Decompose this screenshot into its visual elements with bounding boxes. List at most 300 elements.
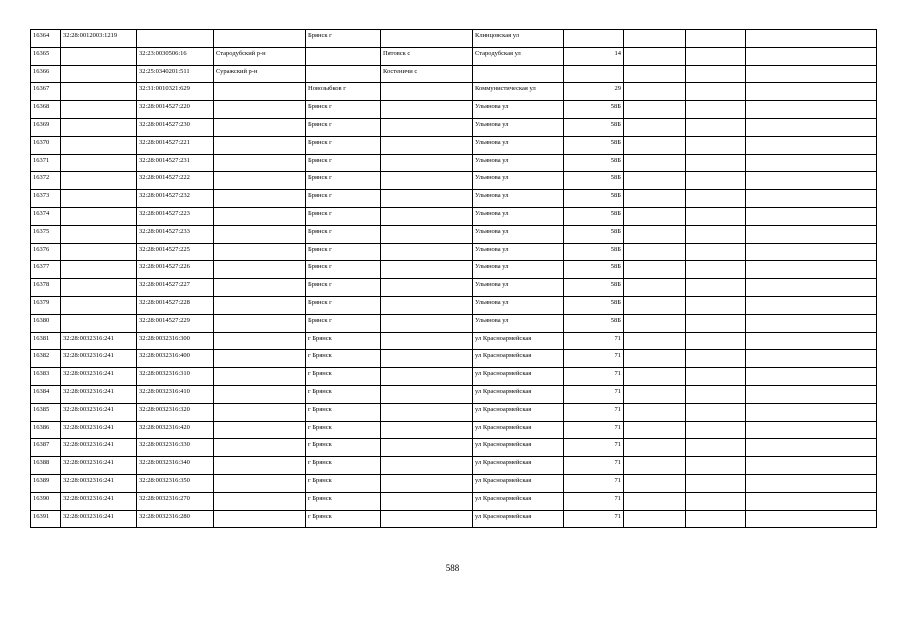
cell-house-number: 58Б xyxy=(564,154,624,172)
cell-settlement xyxy=(381,350,473,368)
cell-street: Ульянова ул xyxy=(473,314,564,332)
cell-city xyxy=(306,65,381,83)
cell-house-number: 71 xyxy=(564,457,624,475)
cell-extra-col-3 xyxy=(746,261,877,279)
cell-city: Брянск г xyxy=(306,207,381,225)
cell-extra-col-3 xyxy=(746,225,877,243)
table-row xyxy=(31,368,877,386)
cell-extra-col-2 xyxy=(686,101,746,119)
cell-district xyxy=(214,457,306,475)
cell-extra-col-1 xyxy=(624,314,686,332)
cell-parent-cadastral-number xyxy=(61,296,137,314)
cell-parent-cadastral-number xyxy=(61,65,137,83)
cell-house-number: 58Б xyxy=(564,225,624,243)
cell-city: г Брянск xyxy=(306,421,381,439)
cell-street: Ульянова ул xyxy=(473,261,564,279)
cell-row-number: 16377 xyxy=(31,261,61,279)
cell-city xyxy=(306,47,381,65)
cell-extra-col-3 xyxy=(746,172,877,190)
cell-extra-col-3 xyxy=(746,279,877,297)
cell-street: Ульянова ул xyxy=(473,296,564,314)
table-row xyxy=(31,243,877,261)
cell-district xyxy=(214,154,306,172)
cell-settlement xyxy=(381,492,473,510)
cell-cadastral-number: 32:28:0032316:350 xyxy=(137,474,214,492)
cell-house-number: 71 xyxy=(564,332,624,350)
cell-city: Брянск г xyxy=(306,314,381,332)
cell-cadastral-number xyxy=(137,30,214,48)
cell-street: Ульянова ул xyxy=(473,118,564,136)
cell-row-number: 16380 xyxy=(31,314,61,332)
cell-extra-col-2 xyxy=(686,474,746,492)
cell-parent-cadastral-number: 32:28:0032316:241 xyxy=(61,332,137,350)
cell-street: Ульянова ул xyxy=(473,136,564,154)
cell-parent-cadastral-number xyxy=(61,207,137,225)
cell-house-number: 71 xyxy=(564,350,624,368)
cell-district xyxy=(214,492,306,510)
cell-extra-col-1 xyxy=(624,474,686,492)
cell-extra-col-1 xyxy=(624,190,686,208)
cell-extra-col-3 xyxy=(746,385,877,403)
cell-cadastral-number: 32:28:0032316:310 xyxy=(137,368,214,386)
cell-city: Брянск г xyxy=(306,243,381,261)
cell-extra-col-2 xyxy=(686,368,746,386)
cell-extra-col-1 xyxy=(624,332,686,350)
cell-street: Ульянова ул xyxy=(473,190,564,208)
cell-extra-col-3 xyxy=(746,243,877,261)
cell-extra-col-1 xyxy=(624,207,686,225)
cell-street: Коммунистическая ул xyxy=(473,83,564,101)
cell-street: Стародубская ул xyxy=(473,47,564,65)
cell-settlement: Пятовск с xyxy=(381,47,473,65)
table-row xyxy=(31,30,877,48)
cell-extra-col-1 xyxy=(624,243,686,261)
cell-extra-col-3 xyxy=(746,296,877,314)
cell-extra-col-1 xyxy=(624,279,686,297)
table-row xyxy=(31,474,877,492)
cell-city: Брянск г xyxy=(306,296,381,314)
cell-extra-col-2 xyxy=(686,172,746,190)
cell-city: Новозыбков г xyxy=(306,83,381,101)
cell-house-number: 58Б xyxy=(564,207,624,225)
cell-cadastral-number: 32:28:0032316:340 xyxy=(137,457,214,475)
cell-street: Ульянова ул xyxy=(473,243,564,261)
cell-street: ул Красноармейская xyxy=(473,350,564,368)
cell-settlement xyxy=(381,261,473,279)
cell-street: Ульянова ул xyxy=(473,225,564,243)
cell-district xyxy=(214,190,306,208)
cell-parent-cadastral-number: 32:28:0032316:241 xyxy=(61,439,137,457)
cell-district xyxy=(214,439,306,457)
cell-district xyxy=(214,421,306,439)
cell-house-number: 58Б xyxy=(564,243,624,261)
cell-parent-cadastral-number xyxy=(61,243,137,261)
table-row xyxy=(31,332,877,350)
cell-extra-col-2 xyxy=(686,350,746,368)
cell-district xyxy=(214,225,306,243)
cell-extra-col-1 xyxy=(624,296,686,314)
cell-parent-cadastral-number xyxy=(61,190,137,208)
cell-city: Брянск г xyxy=(306,261,381,279)
cell-extra-col-1 xyxy=(624,101,686,119)
cell-street: ул Красноармейская xyxy=(473,421,564,439)
cell-settlement xyxy=(381,385,473,403)
cell-row-number: 16390 xyxy=(31,492,61,510)
cell-settlement xyxy=(381,314,473,332)
cell-city: Брянск г xyxy=(306,154,381,172)
cell-row-number: 16388 xyxy=(31,457,61,475)
cell-house-number: 58Б xyxy=(564,279,624,297)
cell-cadastral-number: 32:28:0014527:230 xyxy=(137,118,214,136)
cell-extra-col-1 xyxy=(624,30,686,48)
cell-settlement: Костеничи с xyxy=(381,65,473,83)
cell-street: ул Красноармейская xyxy=(473,492,564,510)
cell-extra-col-3 xyxy=(746,439,877,457)
cell-house-number: 58Б xyxy=(564,118,624,136)
table-row xyxy=(31,225,877,243)
cell-district xyxy=(214,261,306,279)
cell-extra-col-1 xyxy=(624,385,686,403)
cell-parent-cadastral-number: 32:28:0032316:241 xyxy=(61,421,137,439)
cell-extra-col-1 xyxy=(624,492,686,510)
cell-settlement xyxy=(381,172,473,190)
cell-house-number: 58Б xyxy=(564,296,624,314)
cell-extra-col-3 xyxy=(746,30,877,48)
cell-row-number: 16364 xyxy=(31,30,61,48)
cell-district xyxy=(214,172,306,190)
cell-settlement xyxy=(381,101,473,119)
cell-street: Ульянова ул xyxy=(473,154,564,172)
table-row xyxy=(31,47,877,65)
cell-cadastral-number: 32:28:0014527:227 xyxy=(137,279,214,297)
cell-district xyxy=(214,350,306,368)
cell-extra-col-2 xyxy=(686,118,746,136)
cell-parent-cadastral-number xyxy=(61,136,137,154)
table-row xyxy=(31,101,877,119)
cell-district xyxy=(214,279,306,297)
cell-street: ул Красноармейская xyxy=(473,368,564,386)
cell-extra-col-2 xyxy=(686,136,746,154)
cell-extra-col-2 xyxy=(686,421,746,439)
cell-parent-cadastral-number: 32:28:0032316:241 xyxy=(61,350,137,368)
cell-extra-col-3 xyxy=(746,510,877,528)
cell-district xyxy=(214,118,306,136)
cell-settlement xyxy=(381,118,473,136)
cell-house-number: 71 xyxy=(564,403,624,421)
table-row xyxy=(31,172,877,190)
cell-row-number: 16368 xyxy=(31,101,61,119)
cell-street xyxy=(473,65,564,83)
cell-street: ул Красноармейская xyxy=(473,474,564,492)
cell-house-number: 58Б xyxy=(564,261,624,279)
table-row xyxy=(31,190,877,208)
cell-extra-col-3 xyxy=(746,332,877,350)
cell-city: Брянск г xyxy=(306,30,381,48)
cell-extra-col-2 xyxy=(686,261,746,279)
cell-city: г Брянск xyxy=(306,403,381,421)
cell-parent-cadastral-number xyxy=(61,118,137,136)
cell-extra-col-1 xyxy=(624,510,686,528)
cell-cadastral-number: 32:28:0014527:229 xyxy=(137,314,214,332)
table-row xyxy=(31,421,877,439)
cell-extra-col-1 xyxy=(624,83,686,101)
cell-parent-cadastral-number xyxy=(61,314,137,332)
cell-extra-col-3 xyxy=(746,368,877,386)
cell-cadastral-number: 32:28:0032316:410 xyxy=(137,385,214,403)
cell-settlement xyxy=(381,30,473,48)
cell-extra-col-1 xyxy=(624,403,686,421)
cell-parent-cadastral-number xyxy=(61,83,137,101)
cell-cadastral-number: 32:28:0014527:233 xyxy=(137,225,214,243)
cell-settlement xyxy=(381,279,473,297)
cell-settlement xyxy=(381,474,473,492)
cell-street: Ульянова ул xyxy=(473,279,564,297)
cell-city: Брянск г xyxy=(306,190,381,208)
cell-city: г Брянск xyxy=(306,457,381,475)
cell-extra-col-1 xyxy=(624,154,686,172)
cell-row-number: 16373 xyxy=(31,190,61,208)
cell-cadastral-number: 32:23:0030506:16 xyxy=(137,47,214,65)
cell-cadastral-number: 32:28:0032316:280 xyxy=(137,510,214,528)
cell-extra-col-2 xyxy=(686,225,746,243)
cell-extra-col-1 xyxy=(624,350,686,368)
cell-city: Брянск г xyxy=(306,136,381,154)
cell-settlement xyxy=(381,136,473,154)
table-row xyxy=(31,118,877,136)
cell-parent-cadastral-number: 32:28:0012003:1219 xyxy=(61,30,137,48)
cell-district xyxy=(214,243,306,261)
cell-parent-cadastral-number: 32:28:0032316:241 xyxy=(61,385,137,403)
cell-row-number: 16383 xyxy=(31,368,61,386)
cell-row-number: 16378 xyxy=(31,279,61,297)
cell-street: ул Красноармейская xyxy=(473,457,564,475)
cell-extra-col-3 xyxy=(746,118,877,136)
cell-parent-cadastral-number xyxy=(61,47,137,65)
cell-house-number: 58Б xyxy=(564,101,624,119)
cell-row-number: 16365 xyxy=(31,47,61,65)
cell-extra-col-2 xyxy=(686,332,746,350)
cell-parent-cadastral-number: 32:28:0032316:241 xyxy=(61,492,137,510)
cell-settlement xyxy=(381,421,473,439)
cell-house-number: 58Б xyxy=(564,136,624,154)
cell-city: г Брянск xyxy=(306,474,381,492)
cell-cadastral-number: 32:28:0014527:220 xyxy=(137,101,214,119)
cell-parent-cadastral-number xyxy=(61,279,137,297)
cell-extra-col-3 xyxy=(746,421,877,439)
cell-extra-col-1 xyxy=(624,47,686,65)
cell-settlement xyxy=(381,225,473,243)
cell-cadastral-number: 32:28:0032316:300 xyxy=(137,332,214,350)
cell-house-number: 71 xyxy=(564,421,624,439)
cell-street: ул Красноармейская xyxy=(473,510,564,528)
table-row xyxy=(31,350,877,368)
cell-district xyxy=(214,368,306,386)
cell-city: г Брянск xyxy=(306,492,381,510)
cell-extra-col-1 xyxy=(624,172,686,190)
cell-extra-col-3 xyxy=(746,474,877,492)
cell-extra-col-3 xyxy=(746,47,877,65)
cell-row-number: 16385 xyxy=(31,403,61,421)
cell-extra-col-1 xyxy=(624,457,686,475)
cell-extra-col-2 xyxy=(686,492,746,510)
cell-extra-col-2 xyxy=(686,385,746,403)
cell-extra-col-1 xyxy=(624,65,686,83)
cell-row-number: 16391 xyxy=(31,510,61,528)
cell-city: г Брянск xyxy=(306,510,381,528)
cell-street: Клинцовская ул xyxy=(473,30,564,48)
cell-parent-cadastral-number: 32:28:0032316:241 xyxy=(61,457,137,475)
cell-parent-cadastral-number: 32:28:0032316:241 xyxy=(61,510,137,528)
table-row xyxy=(31,296,877,314)
cell-extra-col-2 xyxy=(686,314,746,332)
cell-settlement xyxy=(381,83,473,101)
cell-extra-col-2 xyxy=(686,296,746,314)
cell-district: Стародубский р-н xyxy=(214,47,306,65)
cell-extra-col-2 xyxy=(686,207,746,225)
cell-row-number: 16375 xyxy=(31,225,61,243)
cell-cadastral-number: 32:28:0014527:232 xyxy=(137,190,214,208)
cell-district xyxy=(214,136,306,154)
cell-house-number: 14 xyxy=(564,47,624,65)
cell-settlement xyxy=(381,190,473,208)
registry-table xyxy=(30,29,877,528)
cell-parent-cadastral-number: 32:28:0032316:241 xyxy=(61,474,137,492)
table-row xyxy=(31,279,877,297)
cell-street: Ульянова ул xyxy=(473,172,564,190)
cell-city: г Брянск xyxy=(306,332,381,350)
cell-extra-col-2 xyxy=(686,403,746,421)
cell-district xyxy=(214,296,306,314)
cell-extra-col-2 xyxy=(686,154,746,172)
cell-extra-col-3 xyxy=(746,314,877,332)
table-row xyxy=(31,65,877,83)
table-row xyxy=(31,492,877,510)
cell-extra-col-3 xyxy=(746,457,877,475)
cell-extra-col-2 xyxy=(686,457,746,475)
cell-extra-col-3 xyxy=(746,136,877,154)
cell-district xyxy=(214,101,306,119)
cell-row-number: 16372 xyxy=(31,172,61,190)
cell-parent-cadastral-number: 32:28:0032316:241 xyxy=(61,403,137,421)
cell-settlement xyxy=(381,296,473,314)
table-row xyxy=(31,261,877,279)
cell-extra-col-2 xyxy=(686,190,746,208)
cell-city: Брянск г xyxy=(306,172,381,190)
cell-settlement xyxy=(381,207,473,225)
table-row xyxy=(31,314,877,332)
cell-extra-col-3 xyxy=(746,101,877,119)
cell-district xyxy=(214,385,306,403)
cell-extra-col-3 xyxy=(746,492,877,510)
cell-settlement xyxy=(381,368,473,386)
table-row xyxy=(31,154,877,172)
cell-extra-col-2 xyxy=(686,279,746,297)
cell-row-number: 16386 xyxy=(31,421,61,439)
cell-extra-col-2 xyxy=(686,47,746,65)
cell-settlement xyxy=(381,332,473,350)
table-row xyxy=(31,385,877,403)
cell-house-number: 71 xyxy=(564,385,624,403)
cell-parent-cadastral-number: 32:28:0032316:241 xyxy=(61,368,137,386)
cell-cadastral-number: 32:28:0032316:420 xyxy=(137,421,214,439)
cell-city: г Брянск xyxy=(306,368,381,386)
cell-city: Брянск г xyxy=(306,101,381,119)
cell-extra-col-3 xyxy=(746,65,877,83)
cell-house-number: 58Б xyxy=(564,190,624,208)
table-body xyxy=(31,30,877,528)
cell-extra-col-2 xyxy=(686,30,746,48)
cell-city: Брянск г xyxy=(306,225,381,243)
cell-district xyxy=(214,403,306,421)
cell-settlement xyxy=(381,243,473,261)
page-number: 588 xyxy=(445,563,460,573)
cell-cadastral-number: 32:28:0014527:231 xyxy=(137,154,214,172)
cell-row-number: 16381 xyxy=(31,332,61,350)
cell-extra-col-3 xyxy=(746,350,877,368)
cell-district xyxy=(214,30,306,48)
cell-district xyxy=(214,314,306,332)
cell-extra-col-2 xyxy=(686,65,746,83)
cell-house-number xyxy=(564,30,624,48)
cell-street: ул Красноармейская xyxy=(473,403,564,421)
cell-street: Ульянова ул xyxy=(473,101,564,119)
cell-parent-cadastral-number xyxy=(61,225,137,243)
cell-extra-col-3 xyxy=(746,83,877,101)
cell-city: г Брянск xyxy=(306,385,381,403)
cell-row-number: 16369 xyxy=(31,118,61,136)
cell-settlement xyxy=(381,403,473,421)
cell-cadastral-number: 32:25:0340201:511 xyxy=(137,65,214,83)
cell-parent-cadastral-number xyxy=(61,172,137,190)
cell-extra-col-1 xyxy=(624,136,686,154)
cell-settlement xyxy=(381,457,473,475)
cell-parent-cadastral-number xyxy=(61,154,137,172)
cell-row-number: 16370 xyxy=(31,136,61,154)
cell-city: г Брянск xyxy=(306,350,381,368)
cell-house-number: 58Б xyxy=(564,172,624,190)
cell-street: ул Красноармейская xyxy=(473,439,564,457)
cell-parent-cadastral-number xyxy=(61,101,137,119)
cell-house-number xyxy=(564,65,624,83)
cell-house-number: 71 xyxy=(564,368,624,386)
cell-cadastral-number: 32:28:0032316:330 xyxy=(137,439,214,457)
cell-district xyxy=(214,83,306,101)
cell-row-number: 16371 xyxy=(31,154,61,172)
cell-extra-col-1 xyxy=(624,225,686,243)
cell-extra-col-2 xyxy=(686,510,746,528)
cell-row-number: 16387 xyxy=(31,439,61,457)
table-row xyxy=(31,83,877,101)
cell-house-number: 58Б xyxy=(564,314,624,332)
cell-house-number: 29 xyxy=(564,83,624,101)
cell-parent-cadastral-number xyxy=(61,261,137,279)
table-row xyxy=(31,439,877,457)
cell-house-number: 71 xyxy=(564,510,624,528)
cell-street: ул Красноармейская xyxy=(473,332,564,350)
cell-district: Суражский р-н xyxy=(214,65,306,83)
cell-extra-col-1 xyxy=(624,261,686,279)
cell-extra-col-1 xyxy=(624,421,686,439)
cell-row-number: 16389 xyxy=(31,474,61,492)
cell-cadastral-number: 32:28:0014527:225 xyxy=(137,243,214,261)
cell-extra-col-3 xyxy=(746,190,877,208)
cell-cadastral-number: 32:28:0014527:222 xyxy=(137,172,214,190)
cell-street: ул Красноармейская xyxy=(473,385,564,403)
cell-extra-col-3 xyxy=(746,207,877,225)
cell-row-number: 16376 xyxy=(31,243,61,261)
table-row xyxy=(31,136,877,154)
cell-cadastral-number: 32:28:0014527:223 xyxy=(137,207,214,225)
